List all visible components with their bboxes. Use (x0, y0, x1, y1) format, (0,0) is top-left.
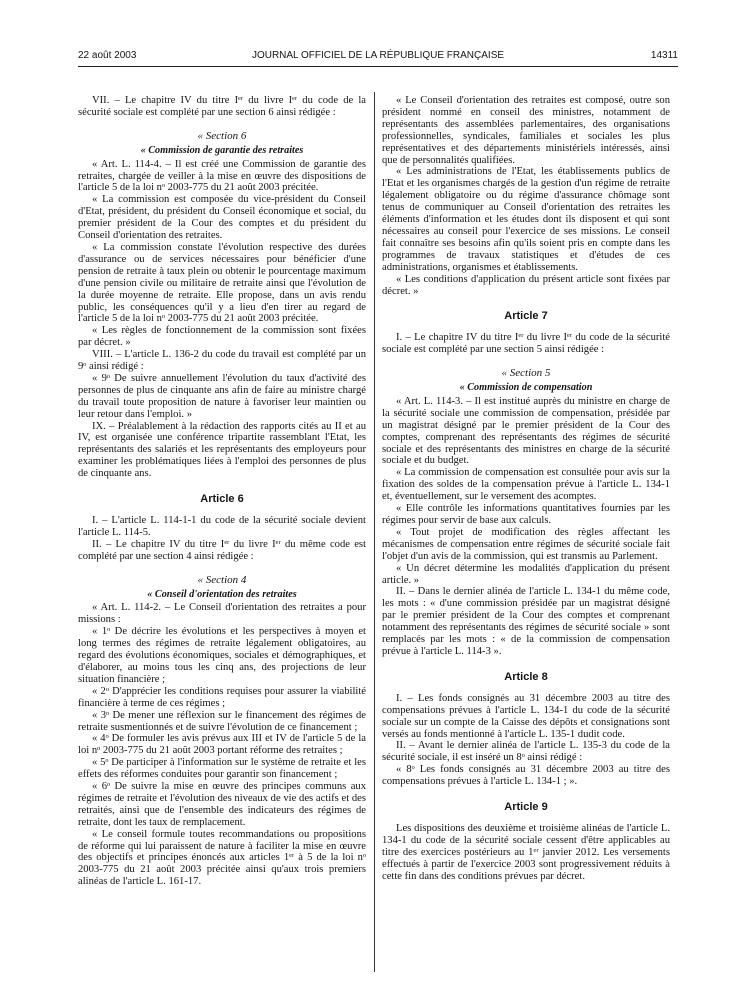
paragraph: « 6ᵒ De suivre la mise en œuvre des principes communs aux régimes de retraite et l'évolution des niveaux de vie des actifs et des retraités, ainsi que de l'ensemble des indicateurs des régimes de retraite, dont les taux de remplacement. (78, 781, 366, 828)
paragraph: II. – Avant le dernier alinéa de l'article L. 135-3 du code de la sécurité sociale, il est inséré un 8ᵒ ainsi rédigé : (382, 740, 670, 764)
left-column (78, 95, 366, 888)
article-heading: Article 9 (504, 801, 548, 814)
paragraph: « Art. L. 114-2. – Le Conseil d'orientation des retraites a pour missions : (78, 602, 366, 626)
article-heading: Article 8 (504, 670, 548, 683)
right-column (382, 95, 670, 882)
paragraph: VII. – Le chapitre IV du titre Iᵉʳ du livre Iᵉʳ du code de la sécurité sociale est complété par une section 6 ainsi rédigée : (78, 95, 366, 118)
section-title: « Commission de garantie des retraites (140, 144, 304, 156)
paragraph: « Les conditions d'application du présent article sont fixées par décret. » (382, 273, 670, 297)
paragraph: « 4ᵒ De formuler les avis prévus aux III et IV de l'article 5 de la loi nᵒ 2003-775 du 21 août 2003 portant réforme des retraites ; (78, 733, 366, 757)
paragraph: Les dispositions des deuxième et troisième alinéas de l'article L. 134-1 du code de la sécurité sociale cessent d'être applicables au titre des exercices postérieurs au 1ᵉʳ janvier 2012. Les versements effectués à partir de l'exercice 2003 sont progressivement réduits à cette fin dans des conditions prévues par décret. (382, 822, 670, 882)
section-title: « Commission de compensation (459, 382, 593, 394)
paragraph: IX. – Préalablement à la rédaction des rapports cités au II et au IV, est organisée une conférence tripartite rassemblant l'Etat, les représentants des salariés et les représentants des employeurs pour examiner les problématiques liées à l'emploi des personnes de plus de cinquante ans. (78, 420, 366, 480)
article-heading: Article 6 (200, 493, 244, 506)
paragraph: « 1ᵒ De décrire les évolutions et les perspectives à moyen et long termes des régimes de retraite légalement obligatoires, au regard des évolutions économiques, sociales et démographiques, et d'élaborer, au moins tous les cinq ans, des projections de leur situation financière ; (78, 626, 366, 685)
paragraph: « Les règles de fonctionnement de la commission sont fixées par décret. » (78, 325, 366, 349)
paragraph: « 5ᵒ De participer à l'information sur le système de retraite et les effets des réformes conduites pour garantir son financement ; (78, 757, 366, 781)
paragraph: « 2ᵒ D'apprécier les conditions requises pour assurer la viabilité financière à terme de ces régimes ; (78, 685, 366, 709)
paragraph: « La commission est composée du vice-président du Conseil d'Etat, président, du président du Conseil économique et social, du premier président de la Cour des comptes et du président du Conseil d'orientation des retraites. (78, 194, 366, 242)
paragraph: II. – Dans le dernier alinéa de l'article L. 134-1 du même code, les mots : « d'une commission présidée par un magistrat désigné par le premier président de la Cour des comptes et comprenant notamment des représentants des régimes de sécurité sociale » sont remplacés par les mots : « de la commission de compensation prévue à l'article L. 114-3 ». (382, 586, 670, 657)
paragraph: « La commission constate l'évolution respective des durées d'assurance ou de services nécessaires pour bénéficier d'une pension de retraite à taux plein ou obtenir le pourcentage maximum d'une pension civile ou militaire de retraite ainsi que l'évolution de la durée moyenne de retraite. Elle propose, dans un avis rendu public, les conséquences qu'il y a lieu d'en tirer au regard de l'article 5 de la loi nᵒ 2003-775 du 21 août 2003 précitée. (78, 241, 366, 325)
paragraph: « Art. L. 114-3. – Il est institué auprès du ministre en charge de la sécurité sociale une commission de compensation, présidée par un magistrat désigné par le premier président de la Cour des comptes, comprenant des représentants des régimes de sécurité sociale et des représentants des ministres en charge de la sécurité sociale et du budget. (382, 395, 670, 467)
page-header (78, 50, 678, 66)
article-heading: Article 7 (504, 310, 548, 323)
paragraph: « Tout projet de modification des règles affectant les mécanismes de compensation entre régimes de sécurité sociale fait l'objet d'un avis de la commission, qui est transmis au Parlement. (382, 526, 670, 562)
paragraph: « 3ᵒ De mener une réflexion sur le financement des régimes de retraite susmentionnés et de suivre l'évolution de ce financement ; (78, 709, 366, 733)
paragraph: « Art. L. 114-4. – Il est créé une Commission de garantie des retraites, chargée de veiller à la mise en œuvre des dispositions de l'article 5 de la loi nᵒ 2003-775 du 21 août 2003 précitée. (78, 158, 366, 194)
header-page-number: 14311 (650, 50, 678, 61)
paragraph: I. – Le chapitre IV du titre Iᵉʳ du livre Iᵉʳ du code de la sécurité sociale est complété par une section 5 ainsi rédigée : (382, 332, 670, 356)
section-heading: « Section 4 (197, 573, 247, 586)
paragraph: « Le conseil formule toutes recommandations ou propositions de réforme qui lui paraissent de nature à faciliter la mise en œuvre des objectifs et principes énoncés aux articles 1ᵉʳ à 5 de la loi nᵒ 2003-775 du 21 août 2003 précitée ainsi qu'aux trois premiers alinéas de l'article L. 161-17. (78, 828, 366, 888)
column-divider (374, 92, 375, 972)
paragraph: « Le Conseil d'orientation des retraites est composé, outre son président nommé en conseil des ministres, notamment de représentants des assemblées parlementaires, des organisations professionnelles, syndicales, familiales et sociales les plus représentatives et des départements ministériels intéressés, ainsi que de personnalités qualifiées. (382, 95, 670, 166)
paragraph: « La commission de compensation est consultée pour avis sur la fixation des soldes de la compensation prévue à l'article L. 134-1 et, éventuellement, sur le versement des acomptes. (382, 467, 670, 503)
section-title: « Conseil d'orientation des retraites (147, 588, 297, 600)
paragraph: « 8ᵒ Les fonds consignés au 31 décembre 2003 au titre des compensations prévues à l'article L. 134-1 ; ». (382, 764, 670, 788)
paragraph: I. – Les fonds consignés au 31 décembre 2003 au titre des compensations prévues à l'article L. 134-1 du code de la sécurité sociale sur un compte de la Caisse des dépôts et consignations sont versés au fonds mentionné à l'article L. 135-1 dudit code. (382, 692, 670, 740)
paragraph: « Elle contrôle les informations quantitatives fournies par les régimes pour servir de base aux calculs. (382, 503, 670, 526)
header-journal-title: JOURNAL OFFICIEL DE LA RÉPUBLIQUE FRANÇAISE (251, 50, 505, 61)
paragraph: II. – Le chapitre IV du titre Iᵉʳ du livre Iᵉʳ du même code est complété par une section 4 ainsi rédigée : (78, 538, 366, 562)
paragraph: VIII. – L'article L. 136-2 du code du travail est complété par un 9ᵒ ainsi rédigé : (78, 349, 366, 373)
paragraph: « 9ᵒ De suivre annuellement l'évolution du taux d'activité des personnes de plus de cinquante ans afin de faire au ministre chargé du travail toute proposition de nature à favoriser leur maintien ou leur retour dans l'emploi. » (78, 372, 366, 420)
paragraph: I. – L'article L. 114-1-1 du code de la sécurité sociale devient l'article L. 114-5. (78, 515, 366, 538)
paragraph: « Les administrations de l'Etat, les établissements publics de l'Etat et les organismes chargés de la gestion d'un régime de retraite légalement obligatoire ou du régime d'assurance chômage sont tenus de communiquer au Conseil d'orientation des retraites les éléments d'information et les études dont ils disposent et qui sont nécessaires au conseil pour l'exercice de ses missions. Le conseil fait connaître ses besoins afin qu'ils soient pris en compte dans les programmes de travaux statistiques et d'études de ces administrations, organismes et établissements. (382, 166, 670, 273)
paragraph: « Un décret détermine les modalités d'application du présent article. » (382, 562, 670, 586)
header-date: 22 août 2003 (78, 50, 137, 61)
section-heading: « Section 6 (197, 129, 247, 142)
header-rule (78, 66, 678, 67)
section-heading: « Section 5 (501, 367, 551, 380)
